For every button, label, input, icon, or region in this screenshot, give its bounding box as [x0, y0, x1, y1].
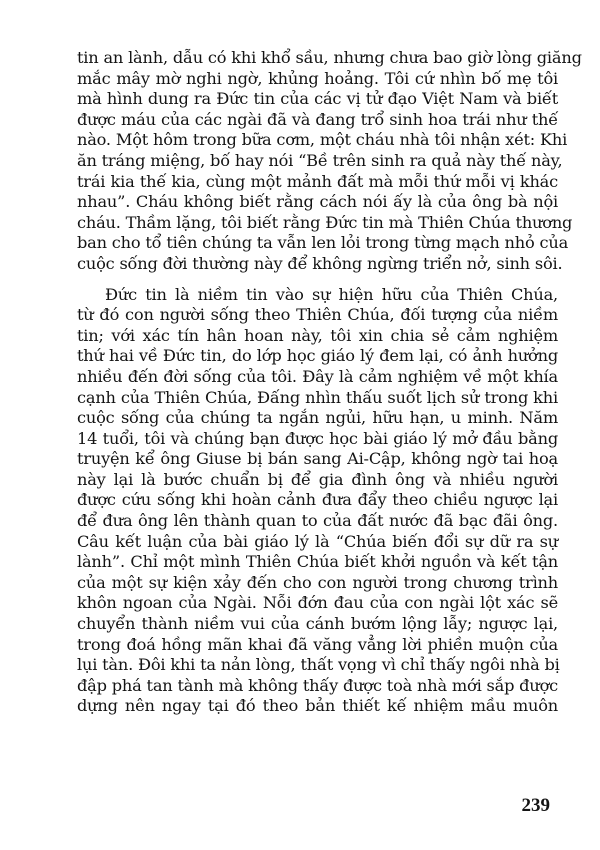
text-line: ban cho tổ tiên chúng ta vẫn len lỏi trong từng mạch nhỏ của: [77, 233, 569, 253]
text-line: từ đó con người sống theo Thiên Chúa, đối tượng của niềm: [77, 305, 558, 325]
page-number: 239: [521, 795, 550, 816]
text-line: lụi tàn. Đôi khi ta nản lòng, thất vọng vì chỉ thấy ngôi nhà bị: [77, 655, 560, 675]
body-text: [77, 48, 582, 717]
paragraph-1: [77, 48, 582, 275]
text-line: truyện kể ông Giuse bị bán sang Ai-Cập, không ngờ tai hoạ: [77, 449, 558, 469]
text-line: được máu của các ngài đã và đang trổ sinh hoa trái như thế: [77, 109, 558, 129]
text-line: để đưa ông lên thành quan to của đất nước đã bạc đãi ông.: [77, 511, 558, 531]
text-line: cuộc sống của chúng ta ngắn ngủi, hữu hạn, u minh. Năm: [77, 408, 558, 428]
text-line: tin; với xác tín hân hoan này, tôi xin chia sẻ cảm nghiệm: [77, 325, 558, 345]
text-line: đập phá tan tành mà không thấy được toà nhà mới sắp được: [77, 675, 558, 695]
text-line: chuyển thành niềm vui của cánh bướm lộng lẫy; ngược lại,: [77, 614, 558, 634]
text-line: 14 tuổi, tôi và chúng bạn được học bài giáo lý mở đầu bằng: [77, 428, 558, 448]
text-line: của một sự kiện xảy đến cho con người trong chương trình: [77, 572, 558, 592]
text-line: mắc mây mờ nghi ngờ, khủng hoảng. Tôi cứ nhìn bố mẹ tôi: [77, 68, 558, 88]
text-line: Câu kết luận của bài giáo lý là “Chúa biến đổi sự dữ ra sự: [77, 531, 558, 551]
text-line: tin an lành, dẫu có khi khổ sầu, nhưng chưa bao giờ lòng giăng: [77, 48, 582, 67]
paragraph-2: [77, 285, 558, 717]
text-line: trong đoá hồng mãn khai đã văng vẳng lời phiền muộn của: [77, 634, 558, 654]
text-line: cuộc sống đời thường này để không ngừng triển nở, sinh sôi.: [77, 253, 563, 273]
text-line: cháu. Thầm lặng, tôi biết rằng Đức tin mà Thiên Chúa thương: [77, 212, 573, 232]
text-line: ăn tráng miệng, bố hay nói “Bề trên sinh ra quả này thế này,: [77, 150, 563, 170]
text-line: này lại là bước chuẩn bị để gia đình ông và nhiều người: [77, 469, 558, 489]
text-line: cạnh của Thiên Chúa, Đấng nhìn thấu suốt lịch sử trong khi: [77, 387, 558, 407]
text-line: Đức tin là niềm tin vào sự hiện hữu của Thiên Chúa,: [105, 284, 558, 304]
text-line: nào. Một hôm trong bữa cơm, một cháu nhà tôi nhận xét: Khi: [77, 130, 568, 150]
text-line: khôn ngoan của Ngài. Nỗi đớn đau của con ngài lột xác sẽ: [77, 593, 558, 613]
text-line: lành”. Chỉ một mình Thiên Chúa biết khởi nguồn và kết tận: [77, 552, 558, 572]
text-line: nhau”. Cháu không biết rằng cách nói ấy là của ông bà nội: [77, 192, 558, 212]
text-line: nhiều đến đời sống của tôi. Đây là cảm nghiệm về một khía: [77, 366, 558, 386]
text-line: dựng nên ngay tại đó theo bản thiết kế nhiệm mầu muôn: [77, 696, 558, 716]
text-line: mà hình dung ra Đức tin của các vị tử đạo Việt Nam và biết: [77, 89, 558, 109]
text-line: thứ hai về Đức tin, do lớp học giáo lý đem lại, có ảnh hưởng: [77, 346, 558, 366]
text-line: trái kia thế kia, cùng một mảnh đất mà mỗi thứ mỗi vị khác: [77, 171, 558, 191]
text-line: được cứu sống khi hoàn cảnh đưa đẩy theo chiều ngược lại: [77, 490, 558, 510]
